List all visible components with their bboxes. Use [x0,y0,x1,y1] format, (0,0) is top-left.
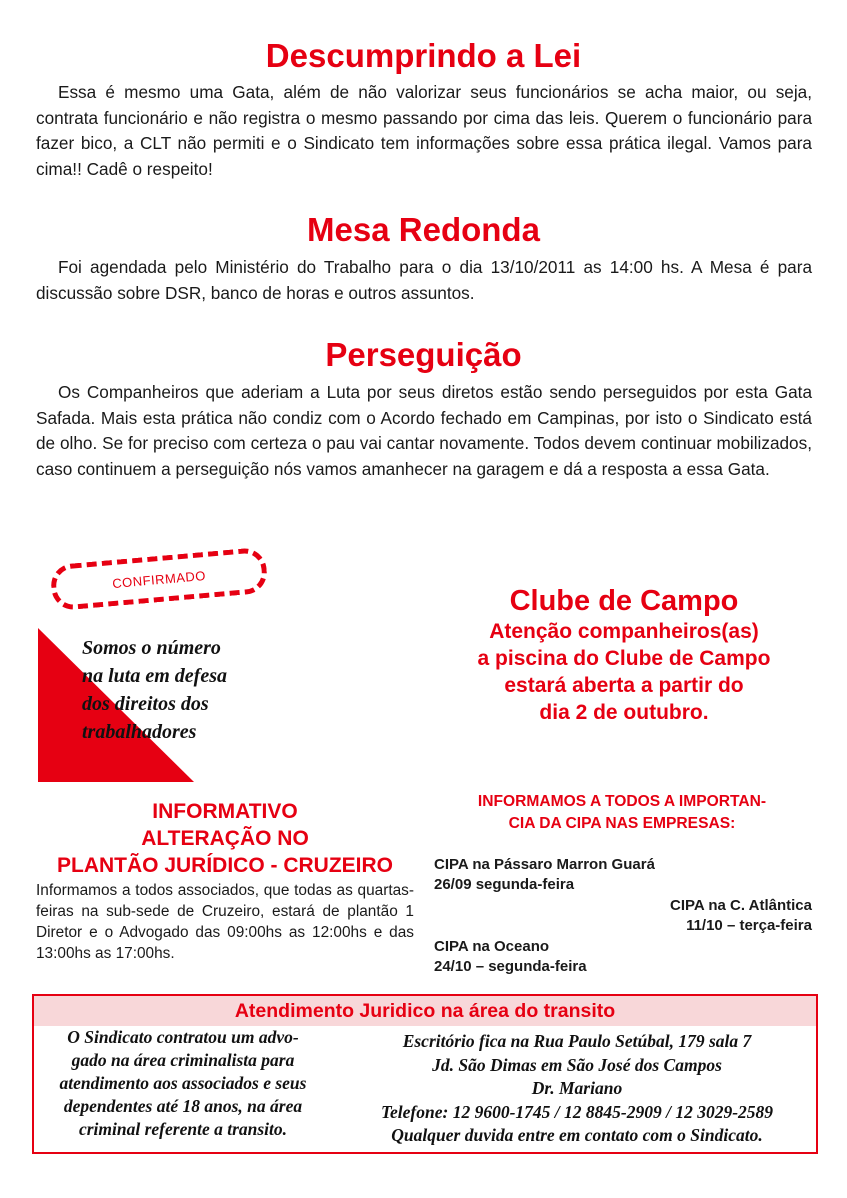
cipa-item-date: 24/10 – segunda-feira [434,958,587,975]
juridico-box [32,994,818,1154]
juridico-right-text [340,1030,814,1148]
clube-line: Atenção companheiros(as) [489,620,759,643]
juridico-contact-note: Qualquer duvida entre em contato com o Sindicato. [391,1125,763,1145]
cipa-item-passaro-marron [434,855,734,895]
juridico-left-text [38,1026,328,1141]
clube-line: a piscina do Clube de Campo [477,647,771,670]
cipa-item-name: CIPA na C. Atlântica [670,897,812,914]
section-text-mesa-redonda: Foi agendada pelo Ministério do Trabalho para o dia 13/10/2011 as 14:00 hs. A Mesa é para discussão sobre DSR, banco de horas e outros assuntos. [36,257,812,303]
clube-line: estará aberta a partir do [504,674,744,697]
confirmado-stamp [49,547,268,612]
slogan-line: dos direitos dos [82,693,209,715]
informativo-title-line: INFORMATIVO [152,800,298,823]
slogan-line: na luta em defesa [82,665,227,687]
informativo-title-line: ALTERAÇÃO NO [141,827,309,850]
slogan-line: Somos o número [82,637,221,659]
juridico-left-line: criminal referente a transito. [78,1119,288,1139]
cipa-item-atlantica [512,896,812,936]
slogan [82,634,282,746]
clube-line: dia 2 de outubro. [539,701,709,724]
stamp-label: CONFIRMADO [111,567,207,591]
cipa-heading-line: INFORMAMOS A TODOS A IMPORTAN- [477,793,767,810]
cipa-item-date: 26/09 segunda-feira [434,876,575,893]
section-title-perseguicao: Perseguição [325,336,522,373]
informativo-title-line: PLANTÃO JURÍDICO - CRUZEIRO [57,854,393,877]
clube-de-campo-notice [424,584,824,726]
cipa-item-name: CIPA na Pássaro Marron Guará [434,856,655,873]
juridico-address-line: Jd. São Dimas em São José dos Campos [432,1054,722,1075]
juridico-left-line: dependentes até 18 anos, na área [63,1096,303,1116]
informativo-text: Informamos a todos associados, que todas as quartas-feiras na sub-sede de Cruzeiro, estará de plantão 1 Diretor e o Advogado das 09:00hs as 12:00hs e das 13:00hs as 17:00hs. [36,882,414,962]
section-text-descumprindo: Essa é mesmo uma Gata, além de não valorizar seus funcionários se acha maior, ou seja, contrata funcionário e não registra o mesmo passando por cima das leis. Querem o funcionário para fazer bico, a CLT não permiti e o Sindicato tem informações sobre essa prática ilegal. Vamos para cima!! Cadê o respeito! [36,82,812,179]
section-title-mesa-redonda: Mesa Redonda [307,211,540,248]
juridico-left-line: O Sindicato contratou um advo- [67,1027,299,1047]
juridico-contact-name: Dr. Mariano [531,1078,623,1098]
cipa-heading-line: CIA DA CIPA NAS EMPRESAS: [508,815,736,832]
section-title-descumprindo: Descumprindo a Lei [265,37,582,74]
juridico-title: Atendimento Juridico na área do transito [34,996,816,1026]
cipa-item-name: CIPA na Oceano [434,938,550,955]
cipa-heading [432,791,812,835]
cipa-item-date: 11/10 – terça-feira [686,917,812,934]
cipa-item-oceano [434,937,734,977]
informativo-title [36,798,414,879]
clube-title: Clube de Campo [509,585,739,617]
juridico-left-line: atendimento aos associados e seus [59,1073,307,1093]
juridico-address-line: Escritório fica na Rua Paulo Setúbal, 179 sala 7 [402,1031,752,1051]
juridico-left-line: gado na área criminalista para [71,1050,295,1070]
slogan-line: trabalhadores [82,721,197,743]
section-text-perseguicao: Os Companheiros que aderiam a Luta por seus diretos estão sendo perseguidos por esta Gata Safada. Mais esta prática não condiz com o Acordo fechado em Campinas, por isto o Sindicato está de olho. Se for preciso com certeza o pau vai cantar novamente. Todos devem continuar mobilizados, caso continuem a perseguição nós vamos amanhecer na garagem e dá a resposta a essa Gata. [36,382,812,479]
juridico-phone: Telefone: 12 9600-1745 / 12 8845-2909 / 12 3029-2589 [380,1101,774,1122]
